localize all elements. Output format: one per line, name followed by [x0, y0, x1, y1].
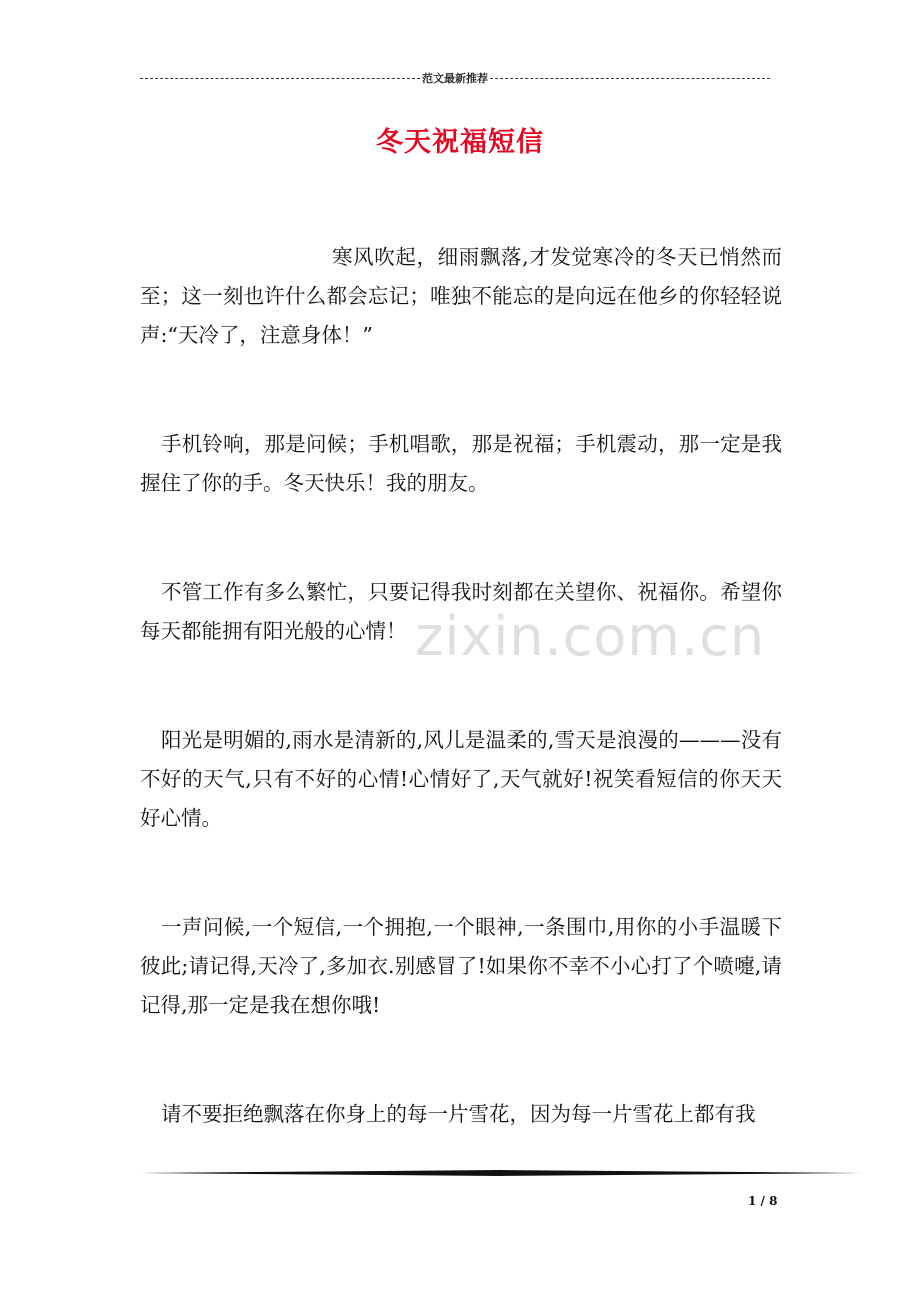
paragraph-3: 不管工作有多么繁忙，只要记得我时刻都在关望你、祝福你。希望你每天都能拥有阳光般的心情！ — [140, 580, 782, 643]
paragraph-6: 请不要拒绝飘落在你身上的每一片雪花，因为每一片雪花上都有我 — [161, 1102, 756, 1126]
header-dash-right — [490, 78, 770, 79]
header-label: 范文最新推荐 — [422, 72, 488, 85]
footer-divider — [140, 1170, 862, 1176]
document-title: 冬天祝福短信 — [376, 127, 544, 158]
paragraph-5: 一声问候,一个短信,一个拥抱,一个眼神,一条围巾,用你的小手温暖下彼此;请记得,天冷了,多加衣.别感冒了!如果你不幸不小心打了个喷嚏,请记得,那一定是我在想你哦! — [140, 915, 782, 1017]
header-dash-left — [140, 78, 420, 79]
paragraph-2: 手机铃响，那是问候；手机唱歌，那是祝福；手机震动，那一定是我握住了你的手。冬天快乐！我的朋友。 — [140, 432, 782, 495]
page-number: 1 / 8 — [748, 1194, 778, 1208]
header-banner — [140, 68, 770, 88]
paragraph-4: 阳光是明媚的,雨水是清新的,风儿是温柔的,雪天是浪漫的———没有不好的天气,只有不好的心情!心情好了,天气就好!祝笑看短信的你天天好心情。 — [140, 728, 782, 830]
document-body — [140, 238, 782, 1204]
watermark: zixin.com.cn — [415, 605, 766, 668]
paragraph-1: 寒风吹起，细雨飘落,才发觉寒冷的冬天已悄然而至；这一刻也许什么都会忘记；唯独不能忘的是向远在他乡的你轻轻说声:“天冷了，注意身体！” — [140, 245, 782, 347]
